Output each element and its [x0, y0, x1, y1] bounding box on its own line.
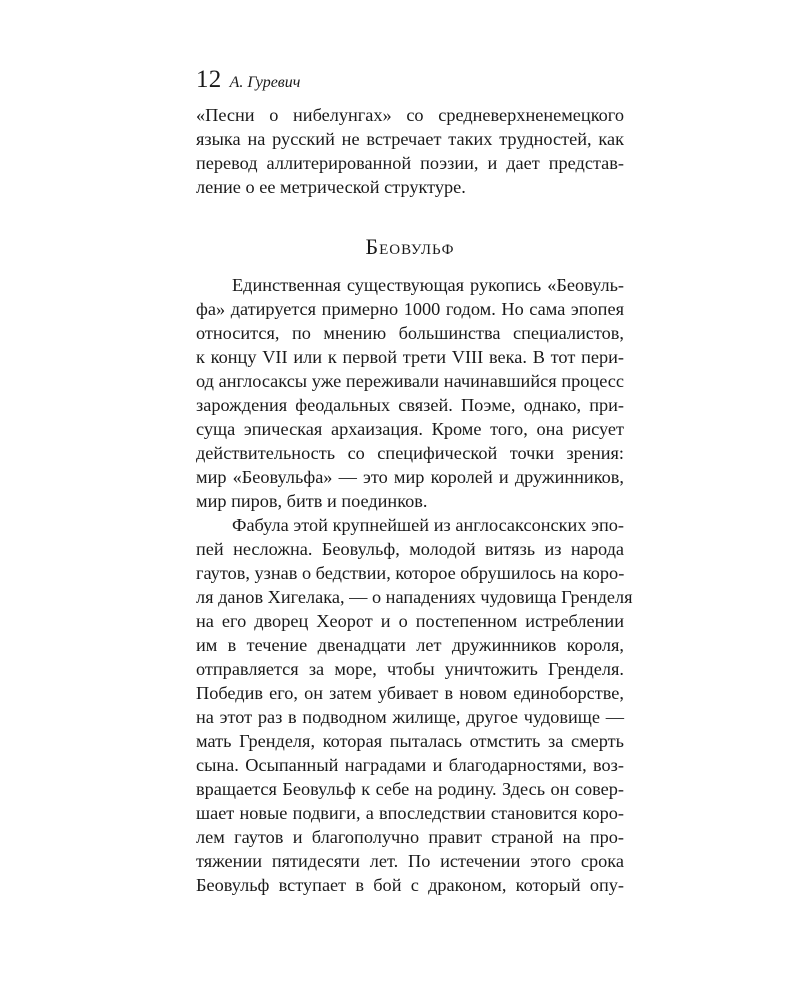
text-line: ля данов Хигелака, — о нападениях чудовища Гренделя: [196, 587, 633, 607]
running-head-author: А. Гуревич: [229, 74, 301, 91]
running-head: [196, 66, 300, 100]
text-line: гаутов, узнав о бедствии, которое обрушилось на коро-: [196, 563, 625, 583]
text-line: Беовульф вступает в бой с драконом, который опу-: [196, 875, 624, 895]
text-line: на его дворец Хеорот и о постепенном истреблении: [196, 611, 624, 631]
text-line: вращается Беовульф к себе на родину. Здесь он совер-: [196, 779, 624, 799]
text-line: од англосаксы уже переживали начинавшийся процесс: [196, 371, 624, 391]
section-title: Беовульф: [365, 234, 455, 259]
text-line: им в течение двенадцати лет дружинников короля,: [196, 635, 624, 655]
text-line: действительность со специфической точки зрения:: [196, 443, 624, 463]
text-line: на этот раз в подводном жилище, другое чудовище —: [196, 707, 624, 727]
text-line: суща эпическая архаизация. Кроме того, она рисует: [196, 419, 624, 439]
text-line: относится, по мнению большинства специалистов,: [196, 323, 624, 343]
text-line: мать Гренделя, которая пыталась отмстить за смерть: [196, 731, 624, 751]
page-number: 12: [196, 66, 222, 93]
text-line: отправляется за море, чтобы уничтожить Гренделя.: [196, 659, 624, 679]
text-line: сына. Осыпанный наградами и благодарностями, воз-: [196, 755, 624, 775]
text-line: мир пиров, битв и поединков.: [196, 491, 428, 511]
text-line: тяжении пятидесяти лет. По истечении этого срока: [196, 851, 624, 871]
text-line: лем гаутов и благополучно правит страной на про-: [196, 827, 624, 847]
text-line: зарождения феодальных связей. Поэме, однако, при-: [196, 395, 624, 415]
text-line: Победив его, он затем убивает в новом единоборстве,: [196, 683, 624, 703]
text-line: к концу VII или к первой трети VIII века. В тот пери-: [196, 347, 624, 367]
text-line: мир «Беовульфа» — это мир королей и дружинников,: [196, 467, 624, 487]
text-line: языка на русский не встречает таких трудностей, как: [196, 129, 624, 149]
text-line: ление о ее метрической структуре.: [196, 177, 466, 197]
text-line: Фабула этой крупнейшей из англосаксонских эпо-: [232, 515, 624, 535]
text-line: фа» датируется примерно 1000 годом. Но сама эпопея: [196, 299, 624, 319]
text-line: шает новые подвиги, а впоследствии становится коро-: [196, 803, 624, 823]
text-line: пей несложна. Беовульф, молодой витязь из народа: [196, 539, 624, 559]
text-line: Единственная существующая рукопись «Беовуль-: [232, 275, 624, 295]
text-line: перевод аллитерированной поэзии, и дает представ-: [196, 153, 624, 173]
text-line: «Песни о нибелунгах» со средневерхненемецкого: [196, 105, 624, 125]
